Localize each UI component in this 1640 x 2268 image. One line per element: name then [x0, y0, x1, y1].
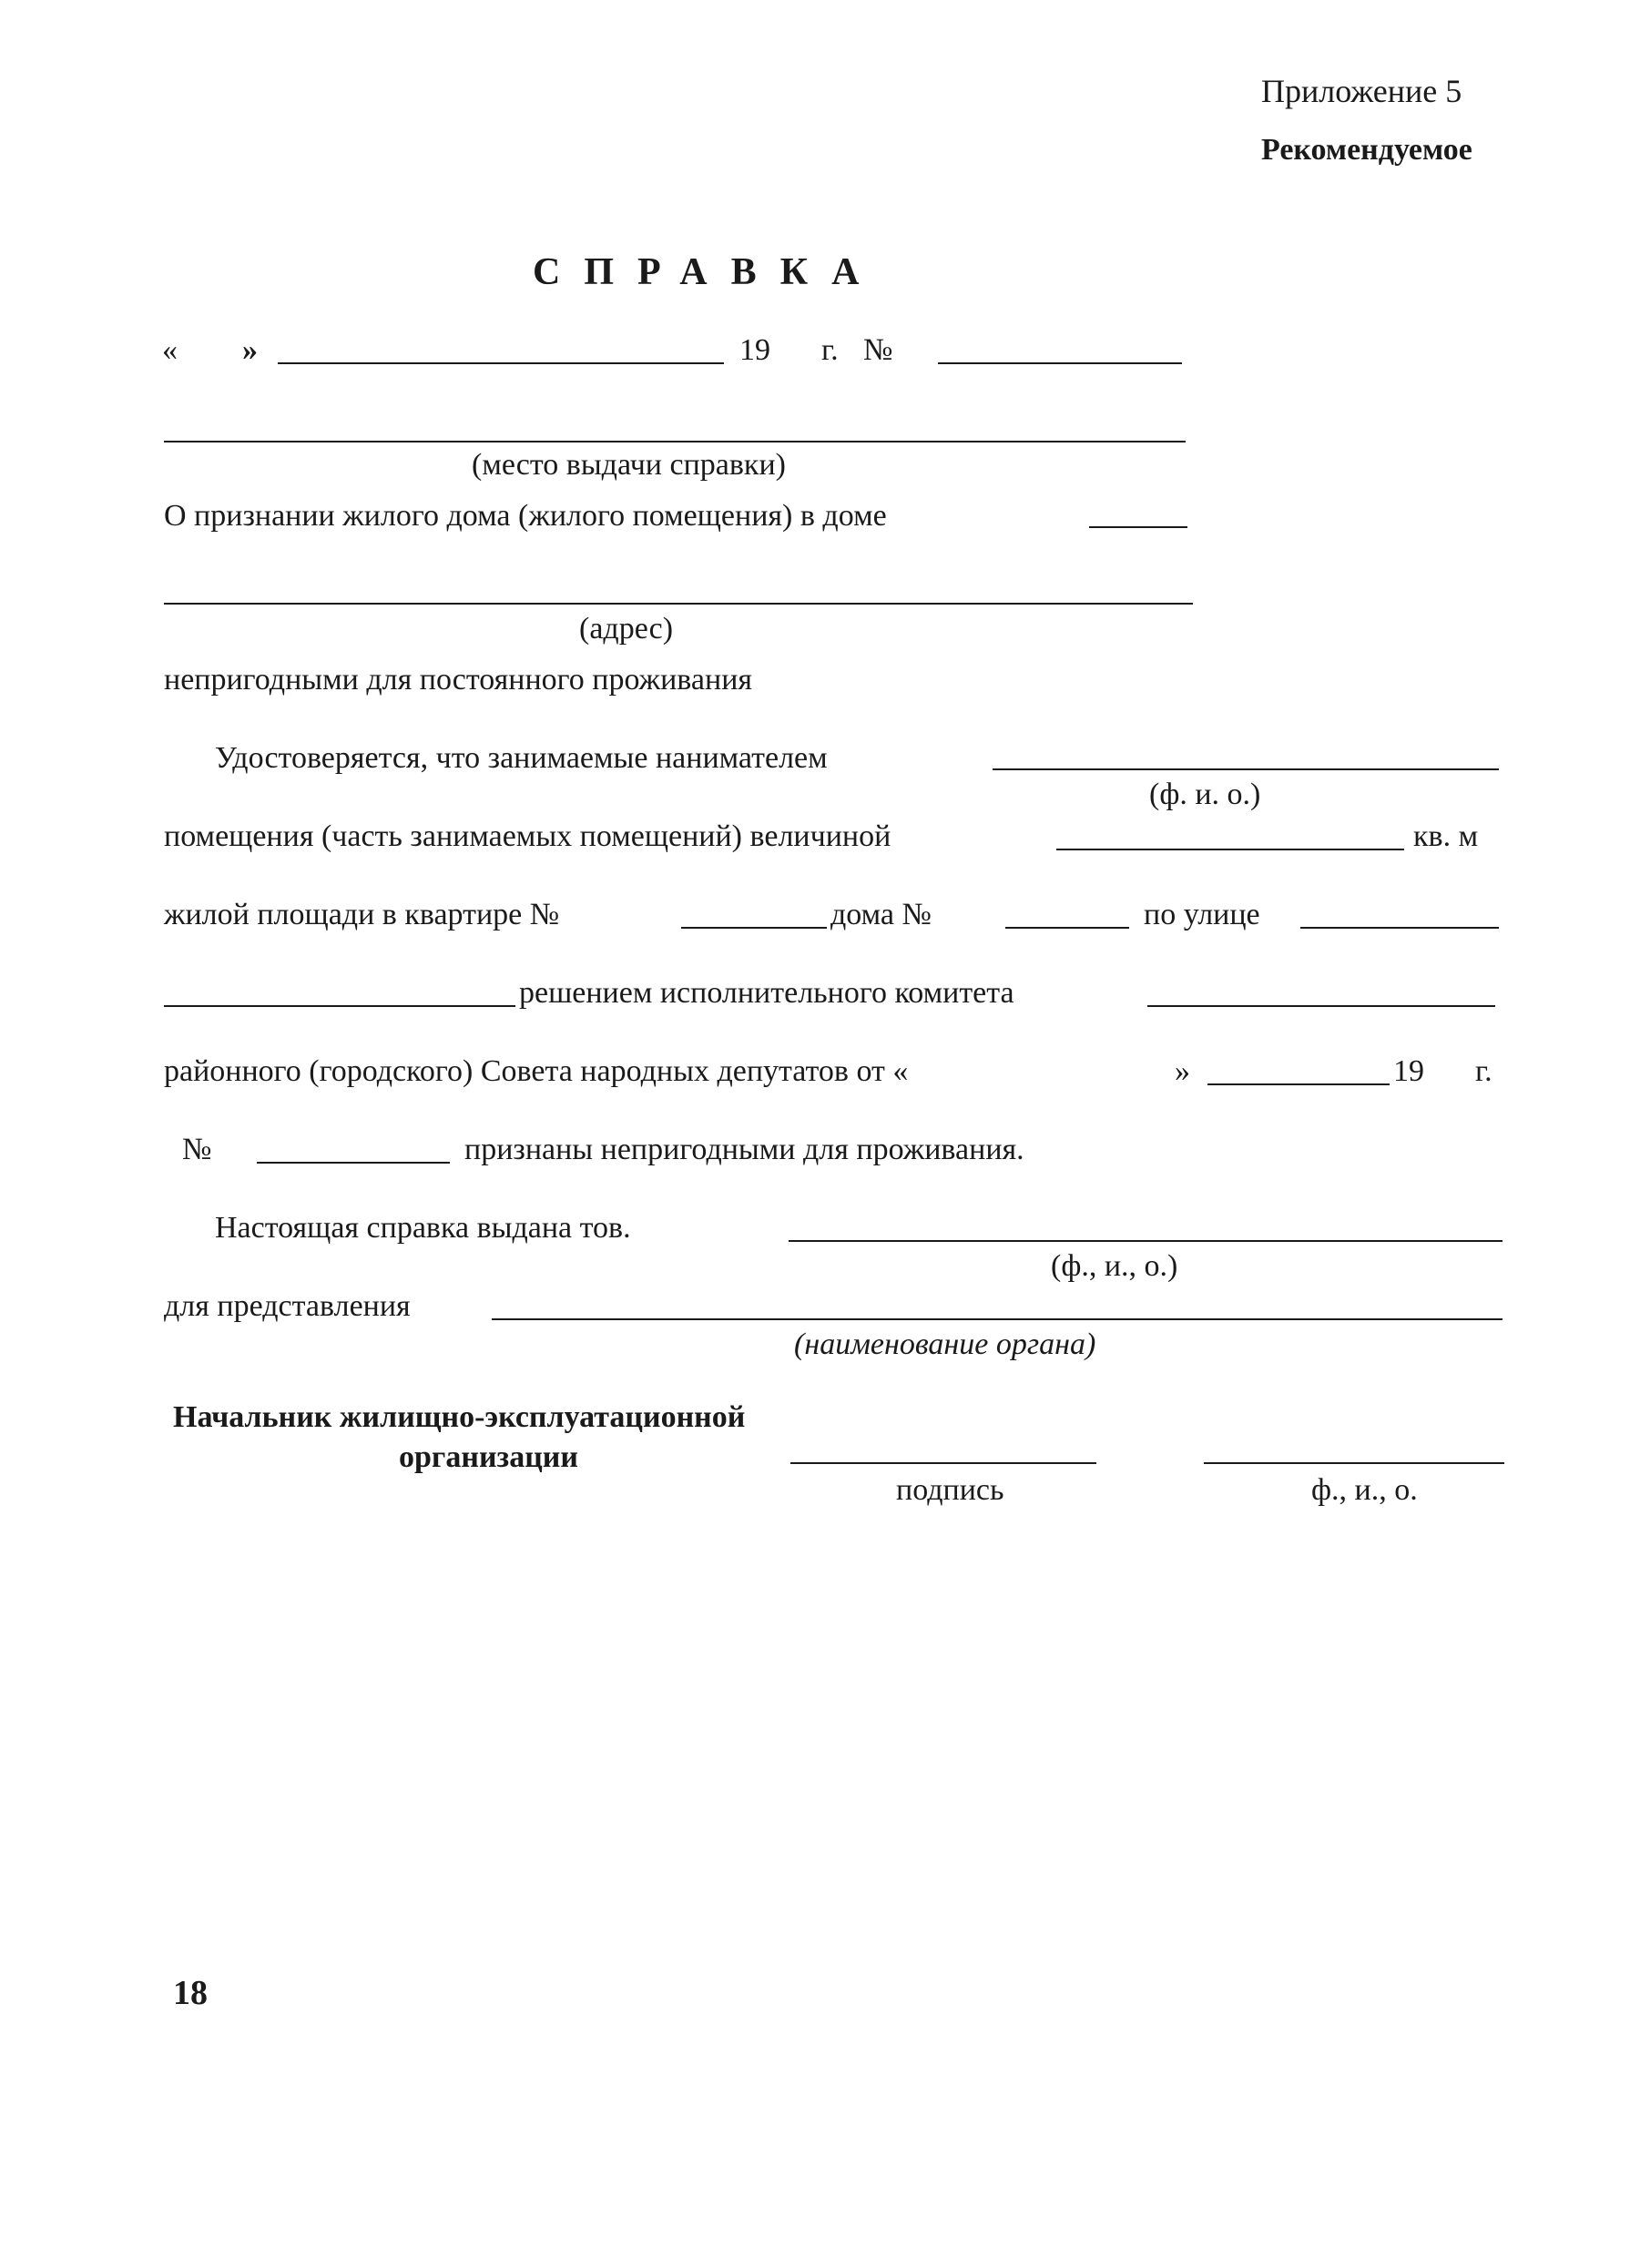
decision-year-suffix: г. [1475, 1054, 1492, 1088]
subject-tail: непригодными для постоянного проживания [164, 663, 753, 697]
rooms-text: помещения (часть занимаемых помещений) величиной [164, 819, 891, 853]
committee-field[interactable] [1147, 1005, 1495, 1007]
tenant-fio-field[interactable] [993, 768, 1499, 770]
signature-caption: подпись [896, 1473, 1004, 1507]
council-text: районного (городского) Совета народных депутатов от « [164, 1054, 909, 1088]
signature-fio-field[interactable] [1204, 1462, 1504, 1464]
decision-text: решением исполнительного комитета [519, 976, 1014, 1010]
issued-fio-field[interactable] [789, 1240, 1502, 1242]
recommended-label: Рекомендуемое [1261, 133, 1472, 167]
decision-number-field[interactable] [257, 1162, 450, 1164]
street-field[interactable] [1300, 927, 1499, 929]
subject-line: О признании жилого дома (жилого помещения) в доме [164, 499, 887, 533]
certify-text: Удостоверяется, что занимаемые нанимателем [215, 741, 828, 775]
street-text: по улице [1144, 898, 1260, 931]
street-continuation-field[interactable] [164, 1005, 515, 1007]
declared-text: признаны непригодными для проживания. [464, 1133, 1024, 1166]
living-area-text: жилой площади в квартире № [164, 898, 560, 931]
decision-number-sign: № [182, 1133, 212, 1166]
address-field[interactable] [164, 603, 1193, 605]
decision-date-field[interactable] [1207, 1083, 1390, 1085]
date-year: 19 [739, 333, 770, 367]
for-presenting-text: для представления [164, 1289, 411, 1323]
house-number-text: дома № [830, 898, 932, 931]
issued-text: Настоящая справка выдана тов. [215, 1211, 631, 1245]
page-number: 18 [173, 1974, 208, 2012]
area-unit: кв. м [1413, 819, 1479, 853]
signature-field[interactable] [790, 1462, 1096, 1464]
issue-place-field[interactable] [164, 441, 1186, 442]
date-close-quote: » [242, 333, 258, 367]
date-number-sign: № [863, 333, 893, 367]
appendix-label: Приложение 5 [1261, 73, 1462, 109]
organ-caption: (наименование органа) [794, 1327, 1096, 1361]
tenant-fio-caption: (ф. и. о.) [1149, 778, 1261, 811]
date-day-month-field[interactable] [278, 362, 724, 364]
area-field[interactable] [1056, 849, 1404, 850]
council-close-quote: » [1175, 1054, 1190, 1088]
document-title: СПРАВКА [533, 251, 883, 293]
position-line1: Начальник жилищно-эксплуатационной [173, 1400, 746, 1434]
decision-year: 19 [1393, 1054, 1424, 1088]
signature-fio-caption: ф., и., о. [1311, 1473, 1418, 1507]
house-field[interactable] [1089, 526, 1187, 528]
position-line2: организации [399, 1440, 578, 1474]
issue-place-caption: (место выдачи справки) [472, 448, 786, 482]
date-year-suffix: г. [821, 333, 839, 367]
certificate-number-field[interactable] [938, 362, 1182, 364]
address-caption: (адрес) [579, 612, 674, 646]
apartment-number-field[interactable] [681, 927, 827, 929]
date-open-quote: « [162, 333, 178, 367]
organ-field[interactable] [492, 1318, 1502, 1320]
issued-fio-caption: (ф., и., о.) [1051, 1249, 1178, 1283]
house-number-field[interactable] [1005, 927, 1129, 929]
